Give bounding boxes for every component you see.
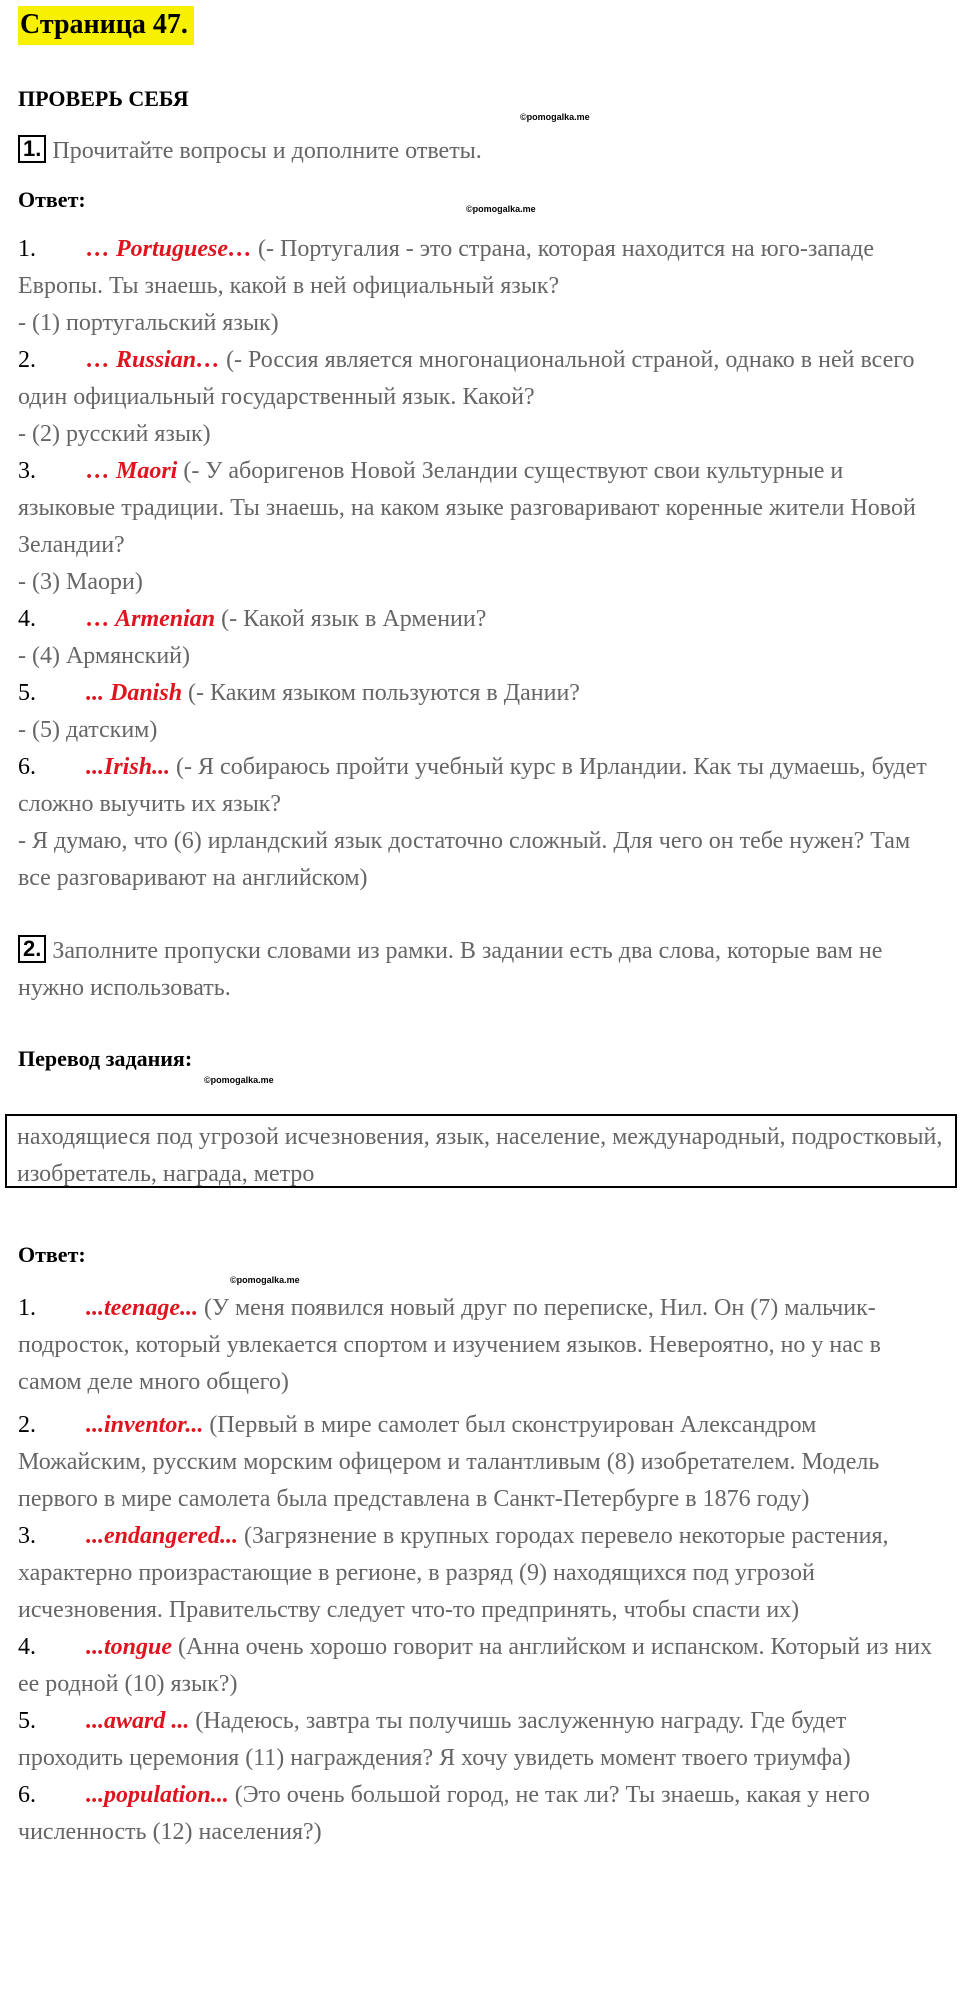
item-text: (У меня появился новый друг по переписке, Нил. Он (7) мальчик-подросток, который увлекается спортом и изучением языков. Невероятно, но у нас в самом деле много общего) — [18, 1295, 881, 1395]
task-2-text: Заполните пропуски словами из рамки. В задании есть два слова, которые вам не нужно использовать. — [18, 938, 883, 1001]
task-1-text: Прочитайте вопросы и дополните ответы. — [52, 138, 482, 164]
answer-word: ... Danish — [86, 680, 183, 706]
answer-item — [18, 1290, 943, 1401]
item-text: (Анна очень хорошо говорит на английском и испанском. Который из них ее родной (10) язык?) — [18, 1634, 933, 1697]
answer-item — [18, 1629, 943, 1703]
answer-item — [18, 453, 943, 564]
item-number: 5. — [18, 1708, 36, 1734]
item-number: 6. — [18, 1782, 36, 1808]
item-reply: - (2) русский язык) — [18, 421, 211, 447]
answer-word: ...endangered... — [86, 1523, 238, 1549]
watermark: ©pomogalka.me — [466, 204, 536, 214]
task-2-instruction — [18, 933, 943, 1007]
task-2-answer-label: Ответ: — [18, 1242, 86, 1267]
item-number: 1. — [18, 1295, 36, 1321]
task-1-answer-label: Ответ: — [18, 187, 86, 212]
answer-item — [18, 1407, 943, 1518]
item-number: 4. — [18, 606, 36, 632]
answer-word: … Maori — [86, 458, 178, 484]
item-text: (Это очень большой город, не так ли? Ты знаешь, какая у него численность (12) населения?) — [18, 1782, 870, 1845]
item-text: (Загрязнение в крупных городах перевело некоторые растения, характерно произрастающие в регионе, в разряд (9) находящихся под угрозой исчезновения. Правительству следует что-то предпринять, чтобы спасти их) — [18, 1523, 889, 1623]
item-number: 5. — [18, 680, 36, 706]
item-number: 6. — [18, 754, 36, 780]
task-1-number: 1. — [18, 135, 46, 163]
watermark: ©pomogalka.me — [230, 1275, 300, 1285]
page-title: Страница 47. — [18, 6, 194, 45]
answer-word: ...inventor... — [86, 1412, 204, 1438]
watermark: ©pomogalka.me — [204, 1075, 274, 1085]
answer-item — [18, 1703, 943, 1777]
item-text: (- Какой язык в Армении? — [215, 606, 487, 632]
answer-word: ...teenage... — [86, 1295, 198, 1321]
answer-word: ...Irish... — [86, 754, 171, 780]
answer-item — [18, 342, 943, 416]
word-box: находящиеся под угрозой исчезновения, язык, население, международный, подростковый, изобретатель, награда, метро — [5, 1114, 957, 1188]
answer-item — [18, 231, 943, 305]
answer-word: … Portuguese… — [86, 236, 253, 262]
item-number: 3. — [18, 458, 36, 484]
task-2-number: 2. — [18, 935, 46, 963]
answer-word: ...tongue — [86, 1634, 173, 1660]
item-text: (- Россия является многонациональной страной, однако в ней всего один официальный государственный язык. Какой? — [18, 347, 915, 410]
item-reply: - (3) Маори) — [18, 569, 143, 595]
answer-word: ...population... — [86, 1782, 229, 1808]
item-text: (- У аборигенов Новой Зеландии существуют свои культурные и языковые традиции. Ты знаешь, на каком языке разговаривают коренные жители Новой Зеландии? — [18, 458, 916, 558]
answer-word: … Russian… — [86, 347, 221, 373]
item-reply: - (1) португальский язык) — [18, 310, 279, 336]
translation-label: Перевод задания: — [18, 1046, 193, 1071]
item-text: (- Португалия - это страна, которая находится на юго-западе Европы. Ты знаешь, какой в ней официальный язык? — [18, 236, 875, 299]
item-number: 4. — [18, 1634, 36, 1660]
item-number: 1. — [18, 236, 36, 262]
item-number: 2. — [18, 347, 36, 373]
section-title: ПРОВЕРЬ СЕБЯ — [18, 86, 189, 111]
watermark: ©pomogalka.me — [520, 112, 590, 122]
answer-item — [18, 749, 943, 823]
item-number: 3. — [18, 1523, 36, 1549]
item-reply: - Я думаю, что (6) ирландский язык достаточно сложный. Для чего он тебе нужен? Там все разговаривают на английском) — [18, 828, 911, 891]
answer-word: … Armenian — [86, 606, 216, 632]
item-reply: - (5) датским) — [18, 717, 158, 743]
answer-item — [18, 1777, 943, 1851]
item-number: 2. — [18, 1412, 36, 1438]
answer-item — [18, 601, 943, 638]
item-text: (- Я собираюсь пройти учебный курс в Ирландии. Как ты думаешь, будет сложно выучить их язык? — [18, 754, 927, 817]
answer-word: ...award ... — [86, 1708, 190, 1734]
item-text: (Надеюсь, завтра ты получишь заслуженную награду. Где будет проходить церемония (11) награждения? Я хочу увидеть момент твоего триумфа) — [18, 1708, 851, 1771]
task-1-instruction — [18, 133, 482, 170]
answer-item — [18, 1518, 943, 1629]
item-text: (Первый в мире самолет был сконструирован Александром Можайским, русским морским офицером и талантливым (8) изобретателем. Модель первого в мире самолета была представлена в Санкт-Петербурге в 1876 году) — [18, 1412, 880, 1512]
item-reply: - (4) Армянский) — [18, 643, 191, 669]
task-1-answers — [18, 231, 943, 897]
answer-item — [18, 675, 943, 712]
item-text: (- Каким языком пользуются в Дании? — [182, 680, 580, 706]
task-2-answers — [18, 1290, 943, 1851]
